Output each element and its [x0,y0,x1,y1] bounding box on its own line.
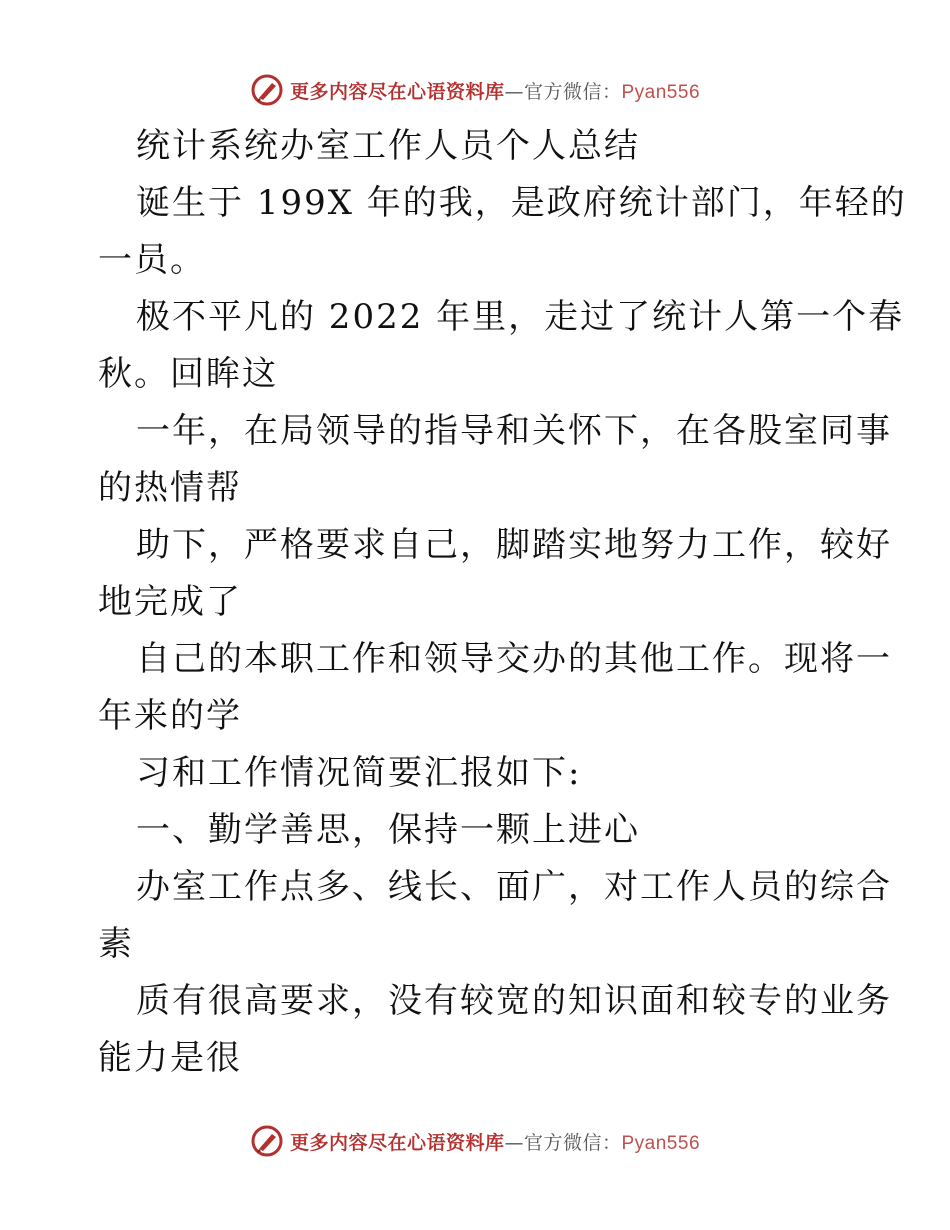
document-line: 一年，在局领导的指导和关怀下，在各股室同事 [136,411,892,451]
document-line: 年来的学 [98,696,242,736]
watermark-text [290,1128,700,1155]
header-watermark [0,70,950,110]
document-line: 办室工作点多、线长、面广，对工作人员的综合 [136,867,892,907]
footer-watermark [0,1121,950,1161]
watermark-wechat-label: 官方微信： [523,80,622,103]
document-line: 极不平凡的 2022 年里，走过了统计人第一个春 [136,297,905,337]
document-line: 一、勤学善思，保持一颗上进心 [136,810,640,850]
watermark-wechat-id: Pyan556 [621,81,701,103]
document-line: 统计系统办室工作人员个人总结 [136,126,640,166]
watermark-main: 更多内容尽在心语资料库 [289,80,505,103]
document-line: 地完成了 [98,582,242,622]
document-line: 诞生于 199X 年的我，是政府统计部门，年轻的 [136,183,907,223]
document-line: 自己的本职工作和领导交办的其他工作。现将一 [136,639,892,679]
document-line: 助下，严格要求自己，脚踏实地努力工作，较好 [136,525,892,565]
pen-logo-icon [250,1124,284,1158]
document-line: 习和工作情况简要汇报如下: [136,753,582,793]
pen-logo-icon [250,73,284,107]
document-line: 秋。回眸这 [98,354,278,394]
document-line: 素 [98,924,134,964]
watermark-main: 更多内容尽在心语资料库 [289,1131,505,1154]
document-line: 一员。 [98,240,206,280]
watermark-separator: — [504,1131,524,1154]
watermark-separator: — [504,80,524,103]
document-body [98,118,907,1087]
document-line: 的热情帮 [98,468,242,508]
watermark-text [290,77,700,104]
document-line: 质有很高要求，没有较宽的知识面和较专的业务 [136,981,892,1021]
watermark-wechat-label: 官方微信： [523,1131,622,1154]
watermark-wechat-id: Pyan556 [621,1132,701,1154]
document-line: 能力是很 [98,1038,242,1078]
